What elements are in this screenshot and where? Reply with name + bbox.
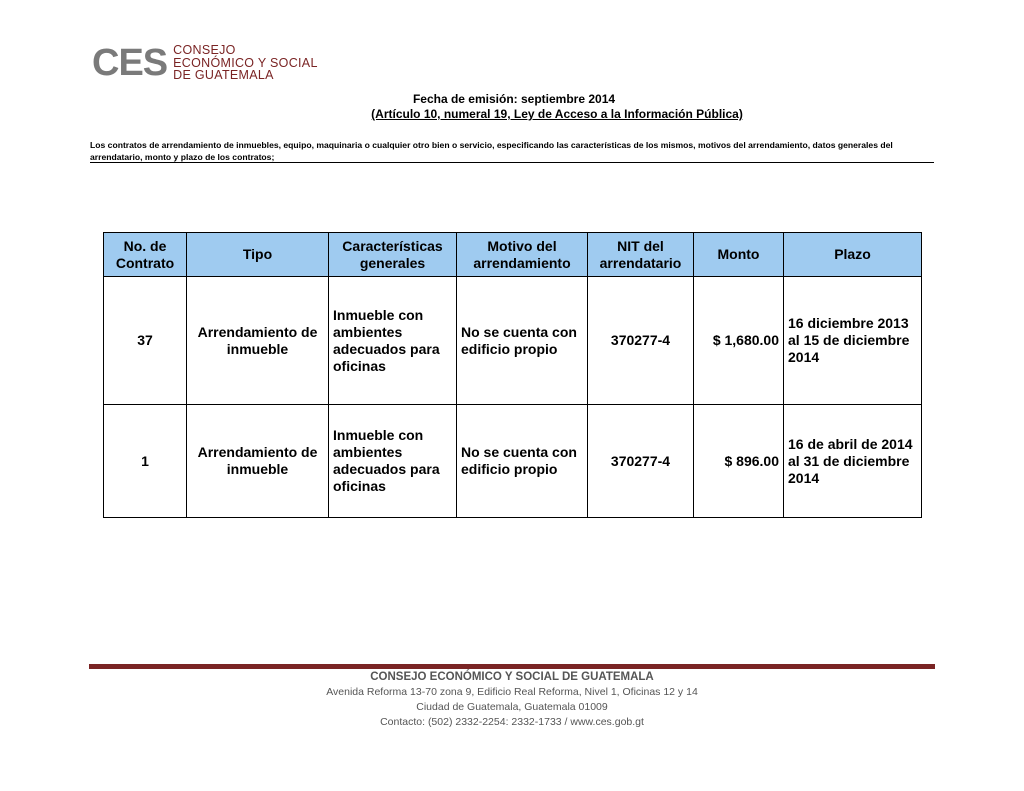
footer-contact: Contacto: (502) 2332-2254: 2332-1733 / www.ces.gob.gt — [380, 716, 644, 728]
law-reference: (Artículo 10, numeral 19, Ley de Acceso a la Información Pública) — [371, 107, 743, 121]
cell-monto: $ 896.00 — [694, 405, 784, 518]
column-header-tipo: Tipo — [187, 233, 329, 277]
cell-motivo: No se cuenta con edificio propio — [457, 405, 588, 518]
column-header-motivo: Motivo del arrendamiento — [457, 233, 588, 277]
logo-line-1: CONSEJO — [173, 43, 236, 58]
logo-abbreviation: CES — [92, 42, 168, 84]
ces-logo — [92, 44, 318, 82]
table-row — [104, 277, 922, 405]
logo-organization-name — [173, 44, 318, 82]
cell-plazo: 16 diciembre 2013 al 15 de diciembre 2014 — [784, 277, 922, 405]
footer-address: Avenida Reforma 13-70 zona 9, Edificio Real Reforma, Nivel 1, Oficinas 12 y 14 — [326, 686, 698, 698]
table-header-row — [104, 233, 922, 277]
footer-divider — [89, 664, 935, 669]
table-row — [104, 405, 922, 518]
cell-tipo: Arrendamiento de inmueble — [187, 277, 329, 405]
logo-line-3: DE GUATEMALA — [173, 68, 274, 83]
document-description: Los contratos de arrendamiento de inmuebles, equipo, maquinaria o cualquier otro bien o servicio, especificando las características de los mismos, motivos del arrendamiento, datos generales del arrendatario, monto y plazo de los contratos; — [90, 140, 893, 162]
cell-nit: 370277-4 — [588, 405, 694, 518]
cell-caracteristicas: Inmueble con ambientes adecuados para oficinas — [329, 405, 457, 518]
cell-no: 1 — [104, 405, 187, 518]
column-header-monto: Monto — [694, 233, 784, 277]
footer-city: Ciudad de Guatemala, Guatemala 01009 — [416, 701, 608, 713]
logo-line-2: ECONÓMICO Y SOCIAL — [173, 55, 318, 70]
contracts-table — [103, 232, 922, 518]
cell-monto: $ 1,680.00 — [694, 277, 784, 405]
column-header-no: No. de Contrato — [104, 233, 187, 277]
issue-date: Fecha de emisión: septiembre 2014 — [412, 92, 616, 106]
cell-tipo: Arrendamiento de inmueble — [187, 405, 329, 518]
cell-nit: 370277-4 — [588, 277, 694, 405]
cell-no: 37 — [104, 277, 187, 405]
cell-caracteristicas: Inmueble con ambientes adecuados para oficinas — [329, 277, 457, 405]
document-meta — [0, 92, 1024, 122]
cell-motivo: No se cuenta con edificio propio — [457, 277, 588, 405]
cell-plazo: 16 de abril de 2014 al 31 de diciembre 2014 — [784, 405, 922, 518]
footer-organization: CONSEJO ECONÓMICO Y SOCIAL DE GUATEMALA — [370, 671, 654, 683]
column-header-caracteristicas: Características generales — [329, 233, 457, 277]
column-header-plazo: Plazo — [784, 233, 922, 277]
page-footer — [0, 670, 1024, 730]
column-header-nit: NIT del arrendatario — [588, 233, 694, 277]
header-divider — [90, 162, 934, 163]
